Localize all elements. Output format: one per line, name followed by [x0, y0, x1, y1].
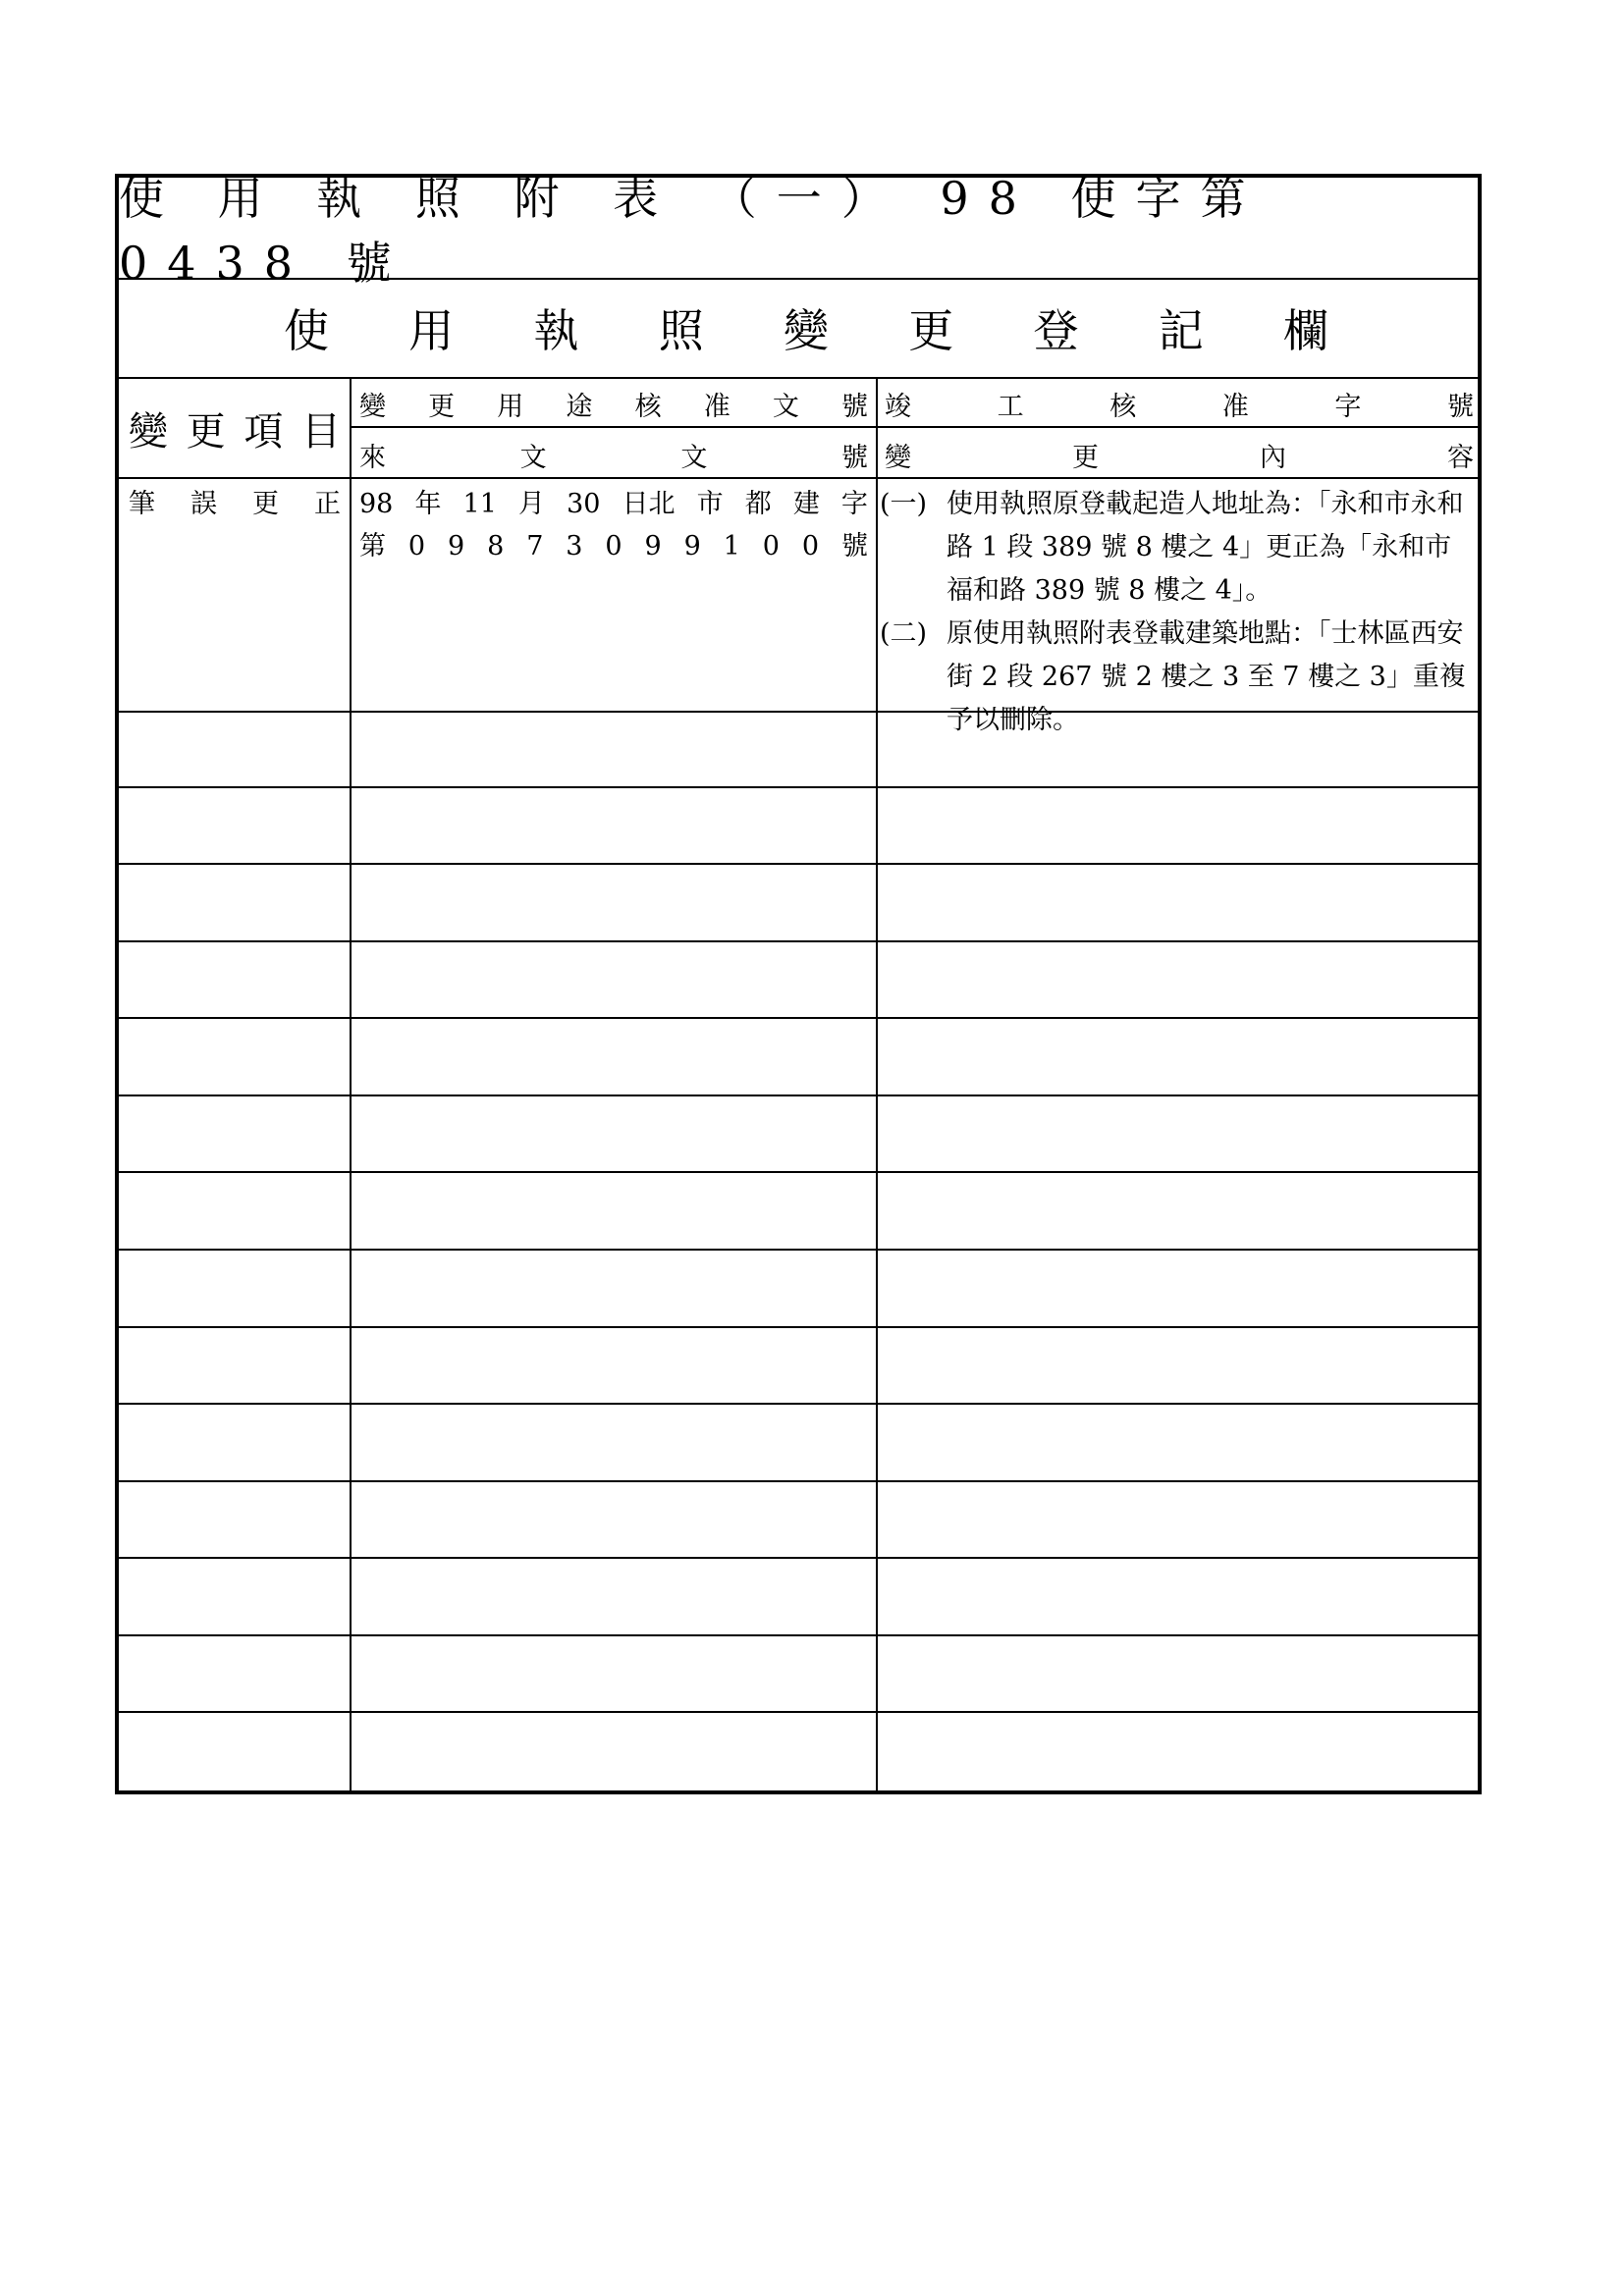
header-char: 內	[1260, 443, 1286, 473]
section-heading-text	[284, 295, 1328, 360]
heading-char: 使	[284, 303, 329, 357]
row-doc-line-1	[359, 483, 868, 525]
table-row	[119, 711, 1478, 788]
row-change-content	[880, 483, 1475, 742]
header-approval-doc-no	[359, 385, 868, 423]
header-char: 號	[840, 443, 868, 473]
cell-char: 筆	[129, 489, 155, 519]
cell-char: 9	[644, 531, 662, 561]
header-char: 竣	[885, 392, 911, 422]
table-header	[119, 377, 1478, 479]
cell-char: 月	[518, 489, 545, 519]
cell-char: 8	[487, 531, 505, 561]
header-char: 准	[1221, 392, 1249, 422]
section-heading	[119, 278, 1478, 379]
header-char: 途	[566, 392, 593, 422]
page-title	[119, 172, 1478, 290]
header-char: 號	[1446, 392, 1474, 422]
header-char: 文	[680, 443, 708, 473]
table-row	[119, 1713, 1478, 1790]
cell-char: 日北	[622, 489, 676, 519]
header-char: 項	[244, 409, 284, 454]
table-row	[119, 1019, 1478, 1096]
content-item	[880, 483, 1475, 613]
header-char: 更	[1072, 443, 1099, 473]
header-char: 核	[634, 392, 662, 422]
cell-char: 第	[359, 531, 386, 561]
header-char: 容	[1447, 443, 1474, 473]
header-char: 文	[772, 392, 799, 422]
content-item-number: (二)	[880, 618, 928, 649]
table-row	[119, 1482, 1478, 1560]
cell-char: 號	[840, 531, 868, 561]
header-char: 工	[997, 392, 1024, 422]
cell-char: 0	[801, 531, 820, 561]
cell-char: 0	[762, 531, 780, 561]
content-item-number: (一)	[880, 489, 928, 519]
title-text: 使 用 執 照 附 表 （一） 98 使字第 0438 號	[119, 172, 1266, 290]
cell-char: 7	[526, 531, 544, 561]
cell-char: 字	[840, 489, 868, 519]
header-char: 來	[359, 443, 386, 473]
usage-permit-annex-table	[115, 174, 1482, 1794]
table-row	[119, 1251, 1478, 1328]
table-row	[119, 942, 1478, 1020]
heading-char: 登	[1033, 303, 1079, 357]
header-char: 用	[497, 392, 524, 422]
cell-char: 正	[314, 489, 341, 519]
cell-char: 11	[462, 489, 497, 519]
cell-char: 98	[359, 489, 394, 519]
cell-char: 更	[252, 489, 279, 519]
cell-char: 1	[723, 531, 740, 561]
cell-char: 9	[448, 531, 465, 561]
cell-char: 年	[414, 489, 442, 519]
table-row	[119, 1636, 1478, 1714]
row-doc-line-2	[359, 525, 868, 567]
header-char: 文	[519, 443, 547, 473]
cell-char: 市	[696, 489, 724, 519]
cell-char: 9	[683, 531, 701, 561]
table-row	[119, 1328, 1478, 1406]
heading-char: 更	[908, 303, 954, 357]
header-char: 目	[300, 409, 341, 454]
table-row	[119, 865, 1478, 942]
table-row	[119, 1173, 1478, 1251]
cell-char: 0	[407, 531, 426, 561]
table-row	[119, 1405, 1478, 1482]
heading-char: 用	[408, 303, 455, 357]
content-item-text: 使用執照原登載起造人地址為：「永和市永和路 1 段 389 號 8 樓之 4」更正為「永和市福和路 389 號 8 樓之 4」。	[947, 489, 1464, 606]
cell-char: 0	[605, 531, 623, 561]
heading-char: 執	[533, 303, 579, 357]
header-char: 更	[428, 392, 456, 422]
header-char: 號	[840, 392, 868, 422]
header-char: 准	[703, 392, 731, 422]
header-char: 更	[186, 409, 226, 454]
cell-char: 3	[566, 531, 583, 561]
header-char: 變	[359, 392, 386, 422]
table-row	[119, 1096, 1478, 1174]
cell-char: 誤	[190, 489, 217, 519]
content-item-text: 原使用執照附表登載建築地點：「士林區西安街 2 段 267 號 2 樓之 3 至 7 樓之 3」重複予以刪除。	[947, 618, 1466, 735]
header-char: 核	[1110, 392, 1137, 422]
row-change-item	[129, 483, 341, 525]
header-char: 變	[129, 409, 168, 454]
header-char: 變	[885, 443, 911, 473]
table-row	[119, 477, 1478, 735]
header-char: 字	[1334, 392, 1362, 422]
header-incoming-doc-no	[359, 436, 868, 474]
heading-char: 變	[784, 303, 829, 357]
heading-char: 記	[1158, 303, 1204, 357]
header-change-item	[129, 400, 341, 456]
heading-char: 欄	[1283, 303, 1328, 357]
header-completion-no	[885, 385, 1474, 423]
cell-char: 30	[567, 489, 601, 519]
table-row	[119, 788, 1478, 866]
heading-char: 照	[658, 303, 704, 357]
header-change-content	[885, 436, 1474, 474]
table-row	[119, 1559, 1478, 1636]
cell-char: 都	[744, 489, 772, 519]
cell-char: 建	[792, 489, 820, 519]
